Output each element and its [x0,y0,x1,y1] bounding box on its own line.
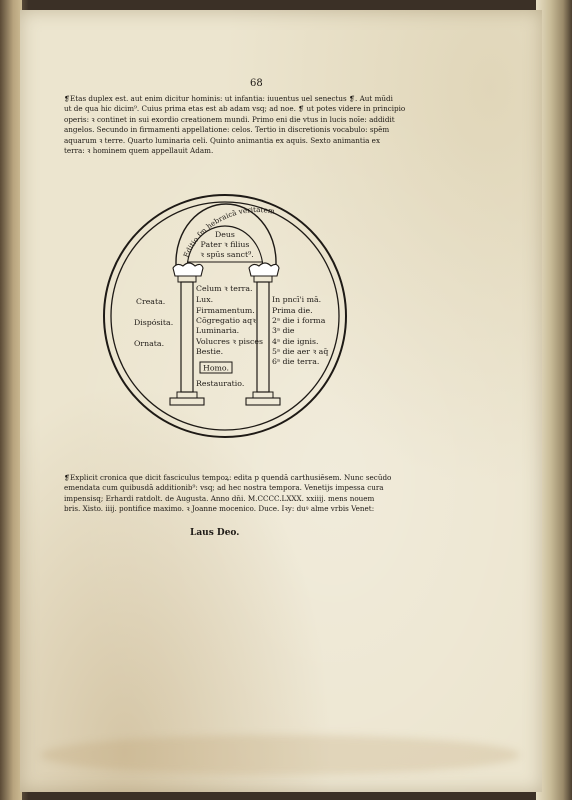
colophon-line: emendata cum quibusdā additionib⁹: vsq; ad hec nostra tempora. Venetijs impessa cura [64,483,384,493]
day-4: 3ᵃ die [272,326,295,335]
day-3: 2ᵃ die i forma [272,316,326,325]
intro-line: aquarum ꝛ terre. Quarto luminaria celi. Quinto animantia ex aquis. Sexto animantia ex [64,135,380,145]
colophon-line: bris. Xisto. iiij. pontifice maximo. ꝛ Joanne mocenico. Duce. Iꝛy: duꝰ alme vrbis Venet: [64,504,375,514]
day-work-1: Celum ꝛ terra. [196,284,253,293]
day-work-7: Bestie. [196,347,224,356]
colophon-line: ❡Explicit cronica que dicit fasciculus tempoꝝ: edita p quendā carthusiēsem. Nunc secūdo [64,473,392,482]
day-5: 4ᵃ die ignis. [272,337,319,346]
intro-line: terra: ꝛ hominem quem appellauit Adam. [64,146,214,156]
day-work-2: Lux. [196,295,214,304]
day-work-5: Luminaria. [196,326,240,335]
colophon-line: impensisq; Erhardi ratdolt. de Augusta. Anno dn̄i. M.CCCC.LXXX. xxiiij. mens nouem [64,493,375,503]
day-work-3: Firmamentum. [196,306,255,315]
day-2: Prima die. [272,306,313,315]
homo-label: Homo. [203,363,229,373]
colophon-paragraph [64,473,494,515]
day-work-4: Cōgregatio aqꝛ [196,316,256,325]
folio-number: 68 [250,78,263,89]
label-disposita: Dispósita. [134,318,174,327]
day-6: 5ᵃ die aer ꝛ aq̄ [272,347,329,356]
intro-line: operis: ꝛ continet in sui exordio creationem mundi. Primo eni die vtus in lucis noīe: addidit [64,114,395,124]
intro-line: angelos. Secundo in firmamenti appellatione: celos. Tertio in discretionis vocabulo: spēm [64,125,390,135]
label-ornata: Ornata. [134,339,165,348]
intro-line: ❡Etas duplex est. aut enim dicitur hominis: ut infantia: iuuentus uel senectus ❡. Aut mūdi [64,94,393,103]
deus-label: Deus [215,230,235,239]
restauratio-label: Restauratio. [196,379,245,388]
trinity-line-1: Pater ꝛ filius [200,240,250,249]
day-7: 6ᵃ die terra. [272,357,320,366]
day-1: In pncī'i mā. [272,295,322,304]
label-creata: Creata. [136,297,166,306]
laus-deo: Laus Deo. [190,528,240,538]
trinity-line-2: ꝛ spūs sanct⁹. [200,250,254,259]
day-work-6: Volucres ꝛ pisces [196,337,263,346]
arc-caption-text: Editio ſm hebraicā veritatem [181,205,276,259]
intro-line: ut de qua hic dicim⁹. Cuius prima etas est ab adam vsq; ad noe. ❡ ut potes videre in principio [64,104,406,114]
